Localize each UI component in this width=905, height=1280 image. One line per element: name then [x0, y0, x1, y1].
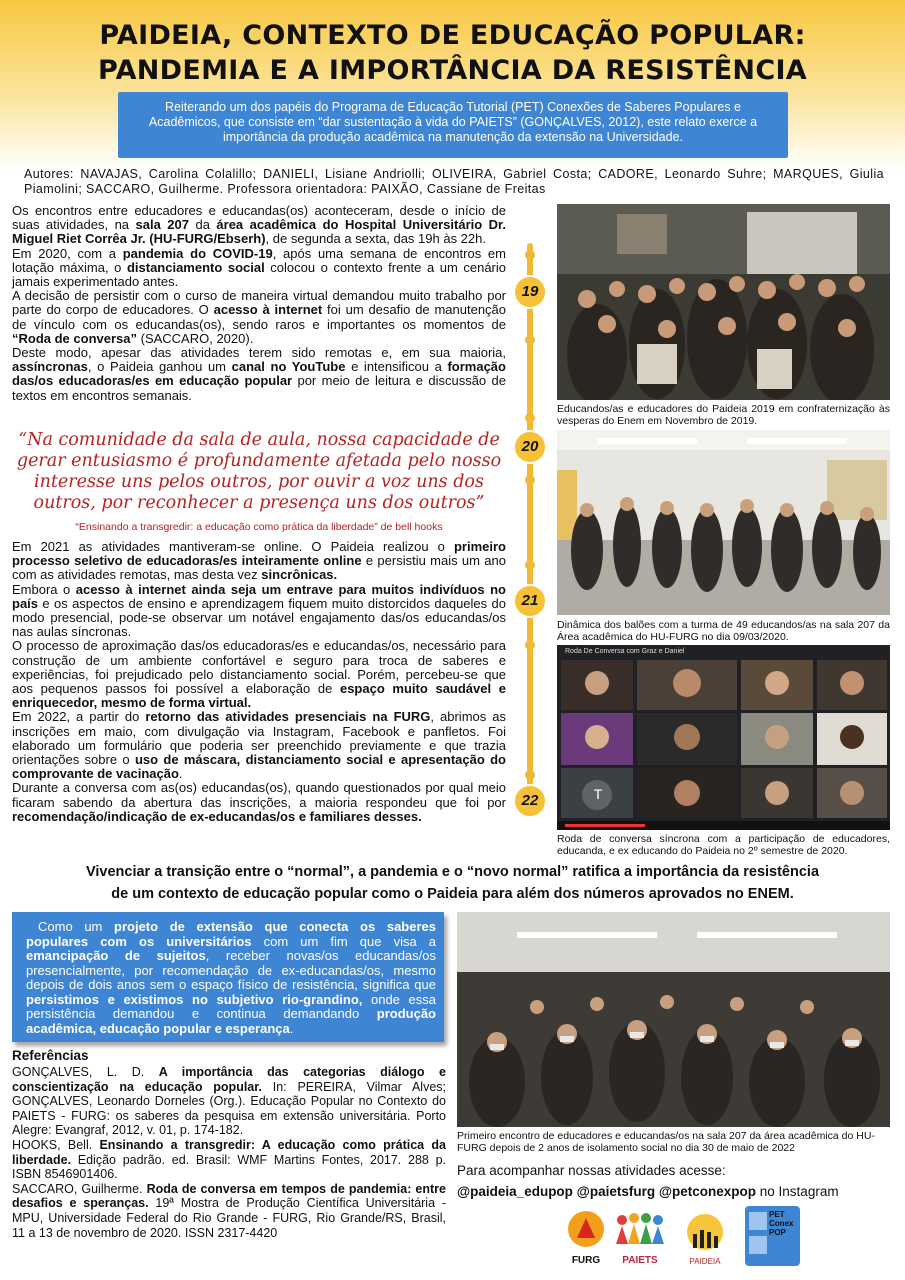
paragraph-2: Em 2020, com a pandemia do COVID-19, após uma semana de encontros em lotação máxima, o distanciamento social colocou o contexto frente a um cenário jamais experimentado antes.	[12, 245, 506, 290]
paragraph-4: Deste modo, apesar das atividades terem sido remotas e, em sua maioria, assíncronas, o Paideia ganhou um canal no YouTube e intensificou a formação das/os educadoras/es em educação popular por meio de leitura e discussão de textos em encontros semanais.	[12, 345, 506, 403]
participant-initial: T	[593, 786, 603, 802]
paiets-people-icon	[612, 1210, 668, 1250]
puzzle-icon	[747, 1206, 771, 1266]
year-badge-21: 21	[513, 584, 547, 618]
authors: Autores: NAVAJAS, Carolina Colalillo; DANIELI, Lisiane Andriolli; OLIVEIRA, Gabriel Costa; CADORE, Leonardo Suhre; MARQUES, Giulia Piamolini; SACCARO, Guilherme. Professora orientadora: PAIXÃO, Cassiane de Freitas	[24, 167, 884, 196]
paideia-sun-icon	[675, 1206, 735, 1252]
photo-classroom-2022	[457, 912, 890, 1127]
photo-caption-video-call: Roda de conversa síncrona com a participação de educadores, educanda, e ex educando do Paideia no 2º semestre de 2020.	[557, 833, 890, 857]
paragraph-6: Embora o acesso à internet ainda seja um entrave para muitos indivíduos no país e os aspectos de ensino e aprendizagem fiquem muito distorcidos daqueles do modo presencial, pode-se observar um notável engajamento das/os educandas/os nas aulas síncronas.	[12, 581, 506, 640]
timeline-line	[527, 243, 533, 813]
references-title: Referências	[12, 1048, 89, 1063]
instagram-handles: @paideia_edupop @paietsfurg @petconexpop no Instagram	[457, 1184, 839, 1199]
paiets-logo: PAIETS	[612, 1210, 668, 1266]
paideia-logo: PAIDEIA	[675, 1206, 735, 1268]
meeting-title: Roda De Conversa com Graz e Daniel	[565, 648, 685, 655]
highlight-statement: Vivenciar a transição entre o “normal”, a pandemia e o “novo normal” ratifica a importância da resistência de um contexto de educação popular como o Paideia para além dos números aprovados no ENEM.	[85, 864, 820, 902]
timeline-dot	[525, 250, 535, 260]
photo-caption-2019: Educandos/as e educadores do Paideia 2019 em confraternização às vesperas do Enem em Novembro de 2019.	[557, 403, 890, 427]
reference-item: GONÇALVES, L. D. A importância das categorias diálogo e conscientização na educação popular. In: PEREIRA, Vilmar Alves; GONÇALVES, Leonardo Dorneles (Org.). Educação Popular no Contexto do PAIETS - FURG: os saberes da pesquisa em extensão universitária. Porto Alegre: Evangraf, 2012, v. 01, p. 174-182.	[12, 1065, 446, 1138]
timeline-dot	[525, 413, 535, 423]
references-list	[12, 1065, 446, 1240]
quote-source: “Ensinando a transgredir: a educação como prática da liberdade” de bell hooks	[75, 521, 443, 533]
paragraph-5: Em 2021 as atividades mantiveram-se online. O Paideia realizou o primeiro processo seletivo de educadoras/es inteiramente online e persistiu mais um ano com as atividades remotas, mas desta vez sincrônicas.	[12, 539, 506, 583]
extension-box: Como um projeto de extensão que conecta os saberes populares com os universitários com um fim que visa a emancipação de sujeitos, receber novas/os educandas/os presencialmente, por recomendação de ex-educandas/os, mesmo depois de dois anos sem o espaço físico de resistência, significa que persistimos e existimos no subjetivo rio-grandino, onde essa persistência demandou e continua demandando produção acadêmica, educação popular e esperança.	[12, 912, 444, 1042]
title-line-1: PAIDEIA, CONTEXTO DE EDUCAÇÃO POPULAR:	[99, 20, 806, 51]
paragraph-3: A decisão de persistir com o curso de maneira virtual demandou muito trabalho por parte do corpo de educadores. O acesso à internet foi um desafio de manutenção de vínculo com os educandas(os), sendo raros e importantes os momentos de “Roda de conversa” (SACCARO, 2020).	[12, 288, 507, 346]
paragraph-7: O processo de aproximação das/os educadoras/es e educandas/os, necessário para construção de um ambiente confortável e seguro para troca de saberes e experiências, foi prejudicado pelo distanciamento social. Porém, percebeu-se que aos pequenos passos foi possível a elaboração de espaço muito saudável e enriquecedor, mesmo de forma virtual.	[12, 638, 506, 711]
title-line-2: PANDEMIA E A IMPORTÂNCIA DA RESISTÊNCIA	[97, 55, 807, 86]
bell-hooks-quote: “Na comunidade da sala de aula, nossa capacidade de gerar entusiasmo é profundamente afetada pelo nosso interesse uns pelos outros, por ouvir a voz uns dos outros, por reconhecer a presença uns dos outros”	[16, 430, 502, 513]
furg-logo: FURG	[565, 1208, 607, 1268]
timeline-dot	[525, 560, 535, 570]
reference-item: SACCARO, Guilherme. Roda de conversa em tempos de pandemia: entre desafios e speranças. 19ª Mostra de Produção Científica Universitária - MPU, Universidade Federal do Rio Grande - FURG, Rio Grande/RS, Brasil, 11 a 13 de novembro de 2020. ISSN 2317-4420	[12, 1181, 446, 1240]
photo-balloons-2020	[557, 430, 890, 615]
photo-caption-2022: Primeiro encontro de educadores e educandas/os na sala 207 da área acadêmica do HU-FURG depois de 2 anos de isolamento social no dia 30 de maio de 2022	[457, 1130, 875, 1154]
body-text-lower	[12, 540, 506, 824]
video-call-screenshot	[557, 645, 890, 830]
timeline-dot	[525, 335, 535, 345]
year-badge-20: 20	[513, 430, 547, 464]
timeline-dot	[525, 475, 535, 485]
follow-text: Para acompanhar nossas atividades acesse:	[457, 1163, 726, 1178]
body-text-upper	[12, 204, 506, 403]
photo-caption-2020: Dinâmica dos balões com a turma de 49 educandos/as na sala 207 da Área acadêmica do HU-FURG no dia 09/03/2020.	[557, 619, 890, 643]
timeline-dot	[525, 770, 535, 780]
photo-group-2019	[557, 204, 890, 400]
furg-emblem-icon	[565, 1208, 607, 1250]
paragraph-8: Em 2022, a partir do retorno das atividades presenciais na FURG, abrimos as inscrições em maio, com divulgação via Instagram, Facebook e panfletos. Foi elaborado um formulário que poderia ser preenchido previamente e que trazia orientações sobre o uso de máscara, distanciamento social e apresentação do comprovante de vacinação.	[12, 709, 507, 782]
pet-conexpop-logo: PET Conex POP	[745, 1206, 800, 1266]
follow-section	[457, 1160, 897, 1202]
year-badge-19: 19	[513, 275, 547, 309]
year-badge-22: 22	[513, 784, 547, 818]
intro-box: Reiterando um dos papéis do Programa de Educação Tutorial (PET) Conexões de Saberes Populares e Acadêmicos, que consiste em “dar sustentação à vida do PAIETS” (GONÇALVES, 2012), este relato exerce a importância da produção acadêmica na manutenção da extensão na Universidade.	[118, 92, 788, 158]
reference-item: HOOKS, Bell. Ensinando a transgredir: A educação como prática da liberdade. Edição padrão. ed. Brasil: WMF Martins Fontes, 2017. 288 p. ISBN 8546901406.	[12, 1137, 446, 1182]
paragraph-9: Durante a conversa com as(os) educandas(os), quando questionados por qual meio ficaram sabendo da abertura das inscrições, a maioria respondeu que foi por recomendação/indicação de ex-educandas/os e familiares desses.	[12, 780, 506, 824]
poster-title	[0, 18, 905, 88]
paragraph-1: Os encontros entre educadores e educandas(os) aconteceram, desde o início de suas atividades, na sala 207 da área acadêmica do Hospital Universitário Dr. Miguel Riet Corrêa Jr. (HU-FURG/Ebserh), de segunda a sexta, das 19h às 22h.	[12, 203, 507, 247]
timeline-dot	[525, 640, 535, 650]
